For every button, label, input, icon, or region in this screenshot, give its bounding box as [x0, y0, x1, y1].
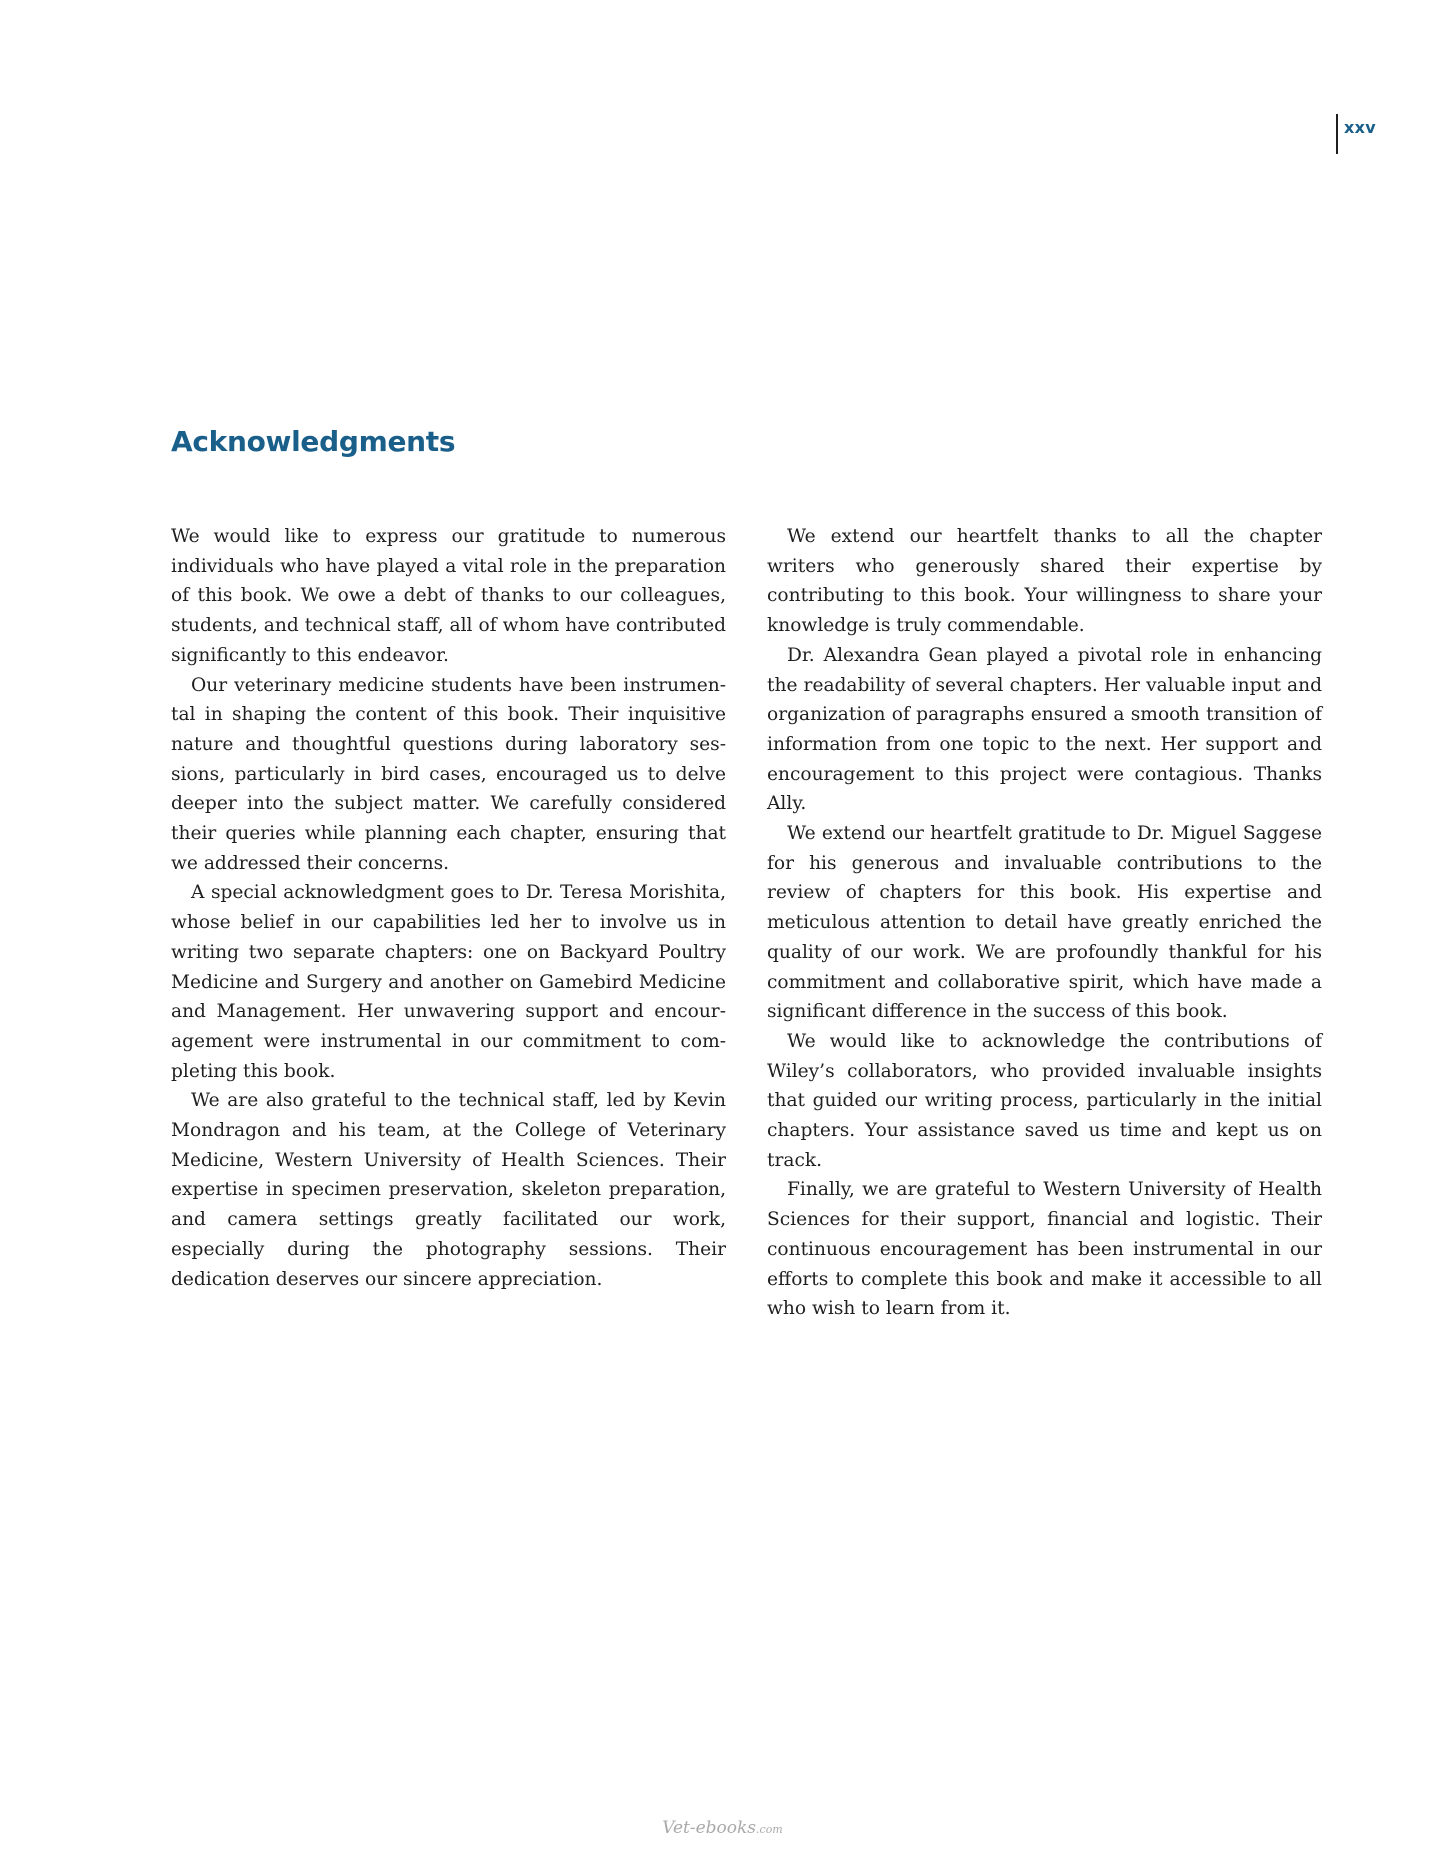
right-column — [767, 522, 1322, 1324]
paragraph: We extend our heartfelt thanks to all the chapter writers who generously shared their expertise by contributing to this book. Your willingness to share your knowledge is truly commendable. — [767, 526, 1322, 637]
left-column — [171, 522, 726, 1294]
watermark-name: Vet-ebooks — [662, 1818, 757, 1838]
paragraph: Dr. Alexandra Gean played a pivotal role in enhancing the readability of several chapters. Her valuable input and organization of paragraphs ensured a smooth transition of information from one topic to the next. Her support and encouragement to this project were contagious. Thanks Ally. — [767, 644, 1322, 815]
page-title: Acknowledgments — [171, 425, 456, 458]
paragraph: We are also grateful to the technical staff, led by Kevin Mondragon and his team, at the College of Veterinary Medicine, Western University of Health Sciences. Their expertise in specimen preservation, skeleton preparation, and camera settings greatly facilitated our work, especially during the photography sessions. Their dedication deserves our sincere appreciation. — [171, 1090, 726, 1290]
paragraph: A special acknowledgment goes to Dr. Teresa Morishita, whose belief in our capabilities led her to involve us in writing two separate chapters: one on Backyard Poultry Medicine and Surgery and another on Gamebird Medicine and Management. Her unwavering support and encouragement were instrumental in our commitment to completing this book. — [171, 882, 726, 1082]
watermark-suffix: .com — [756, 1823, 783, 1836]
paragraph: We extend our heartfelt gratitude to Dr. Miguel Saggese for his generous and invaluable contributions to the review of chapters for this book. His expertise and meticulous attention to detail have greatly enriched the quality of our work. We are profoundly thankful for his commitment and collaborative spirit, which have made a significant difference in the success of this book. — [767, 823, 1322, 1023]
page-number: xxv — [1344, 118, 1376, 137]
paragraph: Our veterinary medicine students have been instrumental in shaping the content of this book. Their inquisitive nature and thoughtful questions during laboratory sessions, particularly in bird cases, encouraged us to delve deeper into the subject matter. We carefully considered their queries while planning each chapter, ensuring that we addressed their concerns. — [171, 674, 726, 874]
paragraph: We would like to acknowledge the contributions of Wiley’s collaborators, who provided invaluable insights that guided our writing process, particularly in the initial chapters. Your assistance saved us time and kept us on track. — [767, 1030, 1322, 1171]
paragraph: We would like to express our gratitude to numerous individuals who have played a vital role in the preparation of this book. We owe a debt of thanks to our colleagues, students, and technical staff, all of whom have contributed significantly to this endeavor. — [171, 526, 726, 666]
paragraph: Finally, we are grateful to Western University of Health Sciences for their support, financial and logistic. Their continuous encouragement has been instrumental in our efforts to complete this book and make it accessible to all who wish to learn from it. — [767, 1179, 1322, 1320]
page-number-rule — [1336, 114, 1338, 154]
watermark-logo — [0, 1818, 1445, 1838]
